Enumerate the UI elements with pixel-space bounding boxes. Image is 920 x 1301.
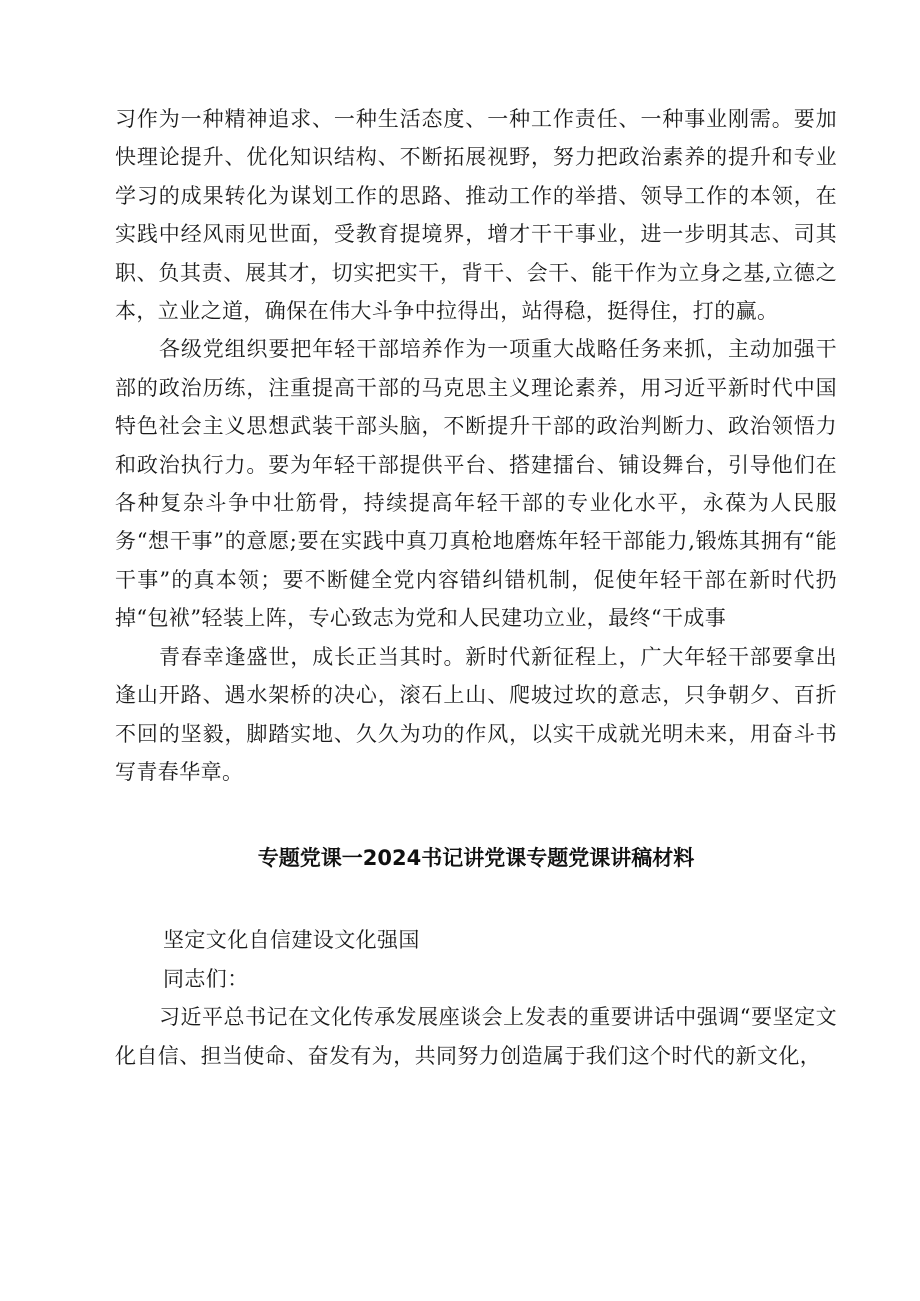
paragraph-youth-conclusion: 青春幸逢盛世，成长正当其时。新时代新征程上，广大年轻干部要拿出逢山开路、遇水架桥的决心，滚石上山、爬坡过坎的意志，只争朝夕、百折不回的坚毅，脚踏实地、久久为功的作风，以实干成就光明未来，用奋斗书写青春华章。	[115, 644, 837, 784]
paragraph-cadre-training: 各级党组织要把年轻干部培养作为一项重大战略任务来抓，主动加强干部的政治历练，注重提高干部的马克思主义理论素养，用习近平新时代中国特色社会主义思想武装干部头脑，不断提升干部的政治判断力、政治领悟力和政治执行力。要为年轻干部提供平台、搭建擂台、铺设舞台，引导他们在各种复杂斗争中壮筋骨，持续提高年轻干部的专业化水平，永葆为人民服务“想干事”的意愿;要在实践中真刀真枪地磨炼年轻干部能力,锻炼其拥有“能干事”的真本领；要不断健全党内容错纠错机制，促使年轻干部在新时代扔掉“包袱”轻装上阵，专心致志为党和人民建功立业，最终“干成事	[115, 337, 837, 631]
document-body	[115, 100, 837, 1075]
paragraph-cultural-confidence: 习近平总书记在文化传承发展座谈会上发表的重要讲话中强调“要坚定文化自信、担当使命、奋发有为，共同努力创造属于我们这个时代的新文化，	[115, 1005, 837, 1068]
document-title: 专题党课一2024书记讲党课专题党课讲稿材料	[257, 846, 695, 871]
document-subtitle: 坚定文化自信建设文化强国	[163, 928, 420, 953]
paragraph-continued: 习作为一种精神追求、一种生活态度、一种工作责任、一种事业刚需。要加快理论提升、优化知识结构、不断拓展视野，努力把政治素养的提升和专业学习的成果转化为谋划工作的思路、推动工作的举措、领导工作的本领，在实践中经风雨见世面，受教育提境界，增才干干事业，进一步明其志、司其职、负其责、展其才，切实把实干，背干、会干、能干作为立身之基,立德之本，立业之道，确保在伟大斗争中拉得出，站得稳，挺得住，打的赢。	[115, 107, 837, 324]
greeting: 同志们：	[163, 966, 249, 991]
